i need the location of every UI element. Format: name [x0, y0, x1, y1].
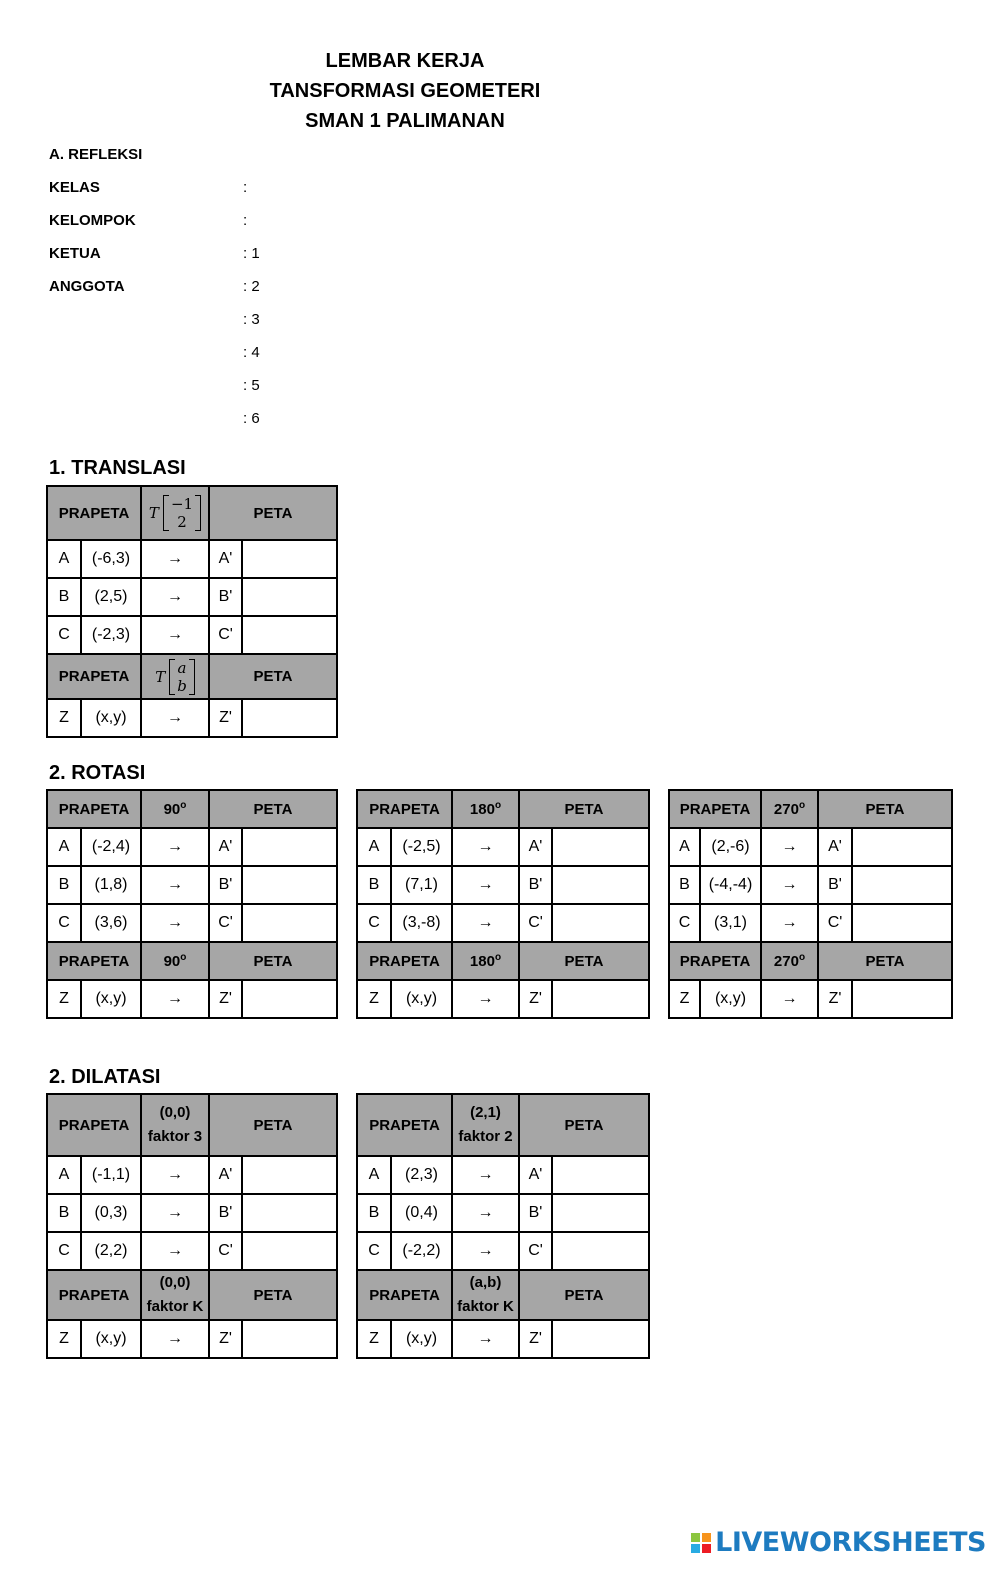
answer-cell[interactable]: [552, 1232, 649, 1270]
point-label: C: [357, 904, 391, 942]
image-label: B': [209, 578, 242, 616]
answer-cell[interactable]: [852, 828, 952, 866]
peta-header: PETA: [818, 942, 952, 980]
dilation-center: (a,b): [469, 1274, 502, 1291]
degree-sign: o: [494, 952, 502, 963]
ketua-label: KETUA: [49, 245, 101, 262]
vector-bottom: 2: [177, 513, 187, 531]
arrow-icon: →: [452, 1156, 519, 1194]
point-coord: (3,1): [700, 904, 761, 942]
answer-input[interactable]: [243, 626, 336, 643]
prapeta-header: PRAPETA: [47, 942, 141, 980]
arrow-icon: →: [141, 540, 209, 578]
dilatasi-table-1: [46, 1093, 338, 1359]
answer-cell[interactable]: [242, 904, 337, 942]
matrix-label: T: [148, 504, 159, 522]
image-label: Z': [209, 1320, 242, 1358]
kelas-label: KELAS: [49, 179, 100, 196]
arrow-icon: →: [141, 1194, 209, 1232]
point-coord: (x,y): [391, 980, 452, 1018]
rotation-angle: [141, 790, 209, 828]
answer-cell[interactable]: [552, 1194, 649, 1232]
dilation-factor: faktor K: [457, 1298, 514, 1315]
answer-input[interactable]: [553, 1330, 648, 1347]
degree-sign: o: [798, 952, 806, 963]
colon-kelas: :: [243, 179, 248, 196]
point-label: Z: [47, 1320, 81, 1358]
arrow-icon: →: [141, 1320, 209, 1358]
image-label: Z': [519, 1320, 552, 1358]
arrow-icon: →: [141, 1156, 209, 1194]
dilation-spec: [452, 1094, 519, 1156]
peta-header: PETA: [209, 790, 337, 828]
answer-input[interactable]: [853, 876, 951, 893]
dilation-factor: faktor K: [146, 1298, 204, 1315]
peta-header: PETA: [519, 1270, 649, 1320]
answer-cell[interactable]: [242, 1194, 337, 1232]
degree-sign: o: [494, 800, 502, 811]
prapeta-header: PRAPETA: [357, 1270, 452, 1320]
answer-input[interactable]: [243, 876, 336, 893]
point-coord: (x,y): [81, 1320, 141, 1358]
image-label: Z': [209, 699, 242, 737]
prapeta-header: PRAPETA: [357, 942, 452, 980]
point-label: Z: [357, 980, 391, 1018]
image-label: Z': [519, 980, 552, 1018]
colon-ketua: : 1: [243, 245, 260, 262]
answer-cell[interactable]: [242, 578, 337, 616]
answer-input[interactable]: [243, 1330, 336, 1347]
point-coord: (2,3): [391, 1156, 452, 1194]
rotation-angle: [452, 942, 519, 980]
angle-value: 90: [163, 953, 181, 970]
point-label: A: [47, 1156, 81, 1194]
arrow-icon: →: [141, 980, 209, 1018]
arrow-icon: →: [452, 1232, 519, 1270]
peta-header: PETA: [209, 1094, 337, 1156]
point-label: A: [669, 828, 700, 866]
title-line-3: SMAN 1 PALIMANAN: [305, 110, 505, 132]
rotasi-table-270: [668, 789, 953, 1019]
worksheet-title: [0, 46, 810, 136]
image-label: A': [209, 1156, 242, 1194]
translasi-table: [46, 485, 338, 738]
answer-input[interactable]: [243, 838, 336, 855]
image-label: C': [209, 616, 242, 654]
dilation-spec: [141, 1270, 209, 1320]
answer-input[interactable]: [243, 1166, 336, 1183]
arrow-icon: →: [141, 828, 209, 866]
dilation-factor: faktor 2: [458, 1128, 513, 1145]
vector-a: a: [177, 658, 187, 677]
point-coord: (x,y): [391, 1320, 452, 1358]
answer-cell[interactable]: [242, 616, 337, 654]
peta-header: PETA: [209, 1270, 337, 1320]
colon-anggota-6: : 6: [243, 410, 260, 427]
dilation-center: (2,1): [470, 1104, 501, 1121]
image-label: A': [818, 828, 852, 866]
point-label: Z: [47, 980, 81, 1018]
dilation-center: (0,0): [159, 1274, 191, 1291]
liveworksheets-logo-icon: [691, 1533, 711, 1553]
peta-header: PETA: [818, 790, 952, 828]
arrow-icon: →: [452, 1194, 519, 1232]
point-label: B: [357, 866, 391, 904]
prapeta-header: PRAPETA: [47, 790, 141, 828]
answer-cell[interactable]: [242, 828, 337, 866]
point-label: C: [47, 616, 81, 654]
answer-cell[interactable]: [552, 828, 649, 866]
peta-header: PETA: [209, 942, 337, 980]
image-label: A': [519, 1156, 552, 1194]
point-label: A: [47, 540, 81, 578]
colon-anggota-5: : 5: [243, 377, 260, 394]
title-line-2: TANSFORMASI GEOMETERI: [269, 80, 541, 102]
point-coord: (-1,1): [81, 1156, 141, 1194]
point-label: A: [47, 828, 81, 866]
image-label: C': [519, 904, 552, 942]
answer-input[interactable]: [553, 838, 648, 855]
prapeta-header: PRAPETA: [357, 790, 452, 828]
point-coord: (2,5): [81, 578, 141, 616]
point-coord: (0,3): [81, 1194, 141, 1232]
colon-anggota-3: : 3: [243, 311, 260, 328]
answer-input[interactable]: [243, 588, 336, 605]
image-label: C': [209, 904, 242, 942]
image-label: C': [818, 904, 852, 942]
arrow-icon: →: [761, 980, 818, 1018]
answer-cell[interactable]: [242, 540, 337, 578]
point-label: B: [47, 866, 81, 904]
prapeta-header: PRAPETA: [357, 1094, 452, 1156]
answer-input[interactable]: [553, 990, 648, 1007]
liveworksheets-brand: [691, 1527, 986, 1558]
peta-header: PETA: [209, 486, 337, 540]
peta-header: PETA: [519, 790, 649, 828]
answer-input[interactable]: [243, 1242, 336, 1259]
arrow-icon: →: [761, 828, 818, 866]
arrow-icon: →: [141, 866, 209, 904]
arrow-icon: →: [761, 866, 818, 904]
answer-input[interactable]: [553, 1204, 648, 1221]
image-label: Z': [209, 980, 242, 1018]
point-label: C: [47, 1232, 81, 1270]
rotasi-table-90: [46, 789, 338, 1019]
point-coord: (x,y): [81, 699, 141, 737]
arrow-icon: →: [452, 828, 519, 866]
peta-header: PETA: [519, 942, 649, 980]
matrix-label: T: [155, 667, 166, 686]
point-coord: (-2,4): [81, 828, 141, 866]
dilation-center: (0,0): [159, 1104, 191, 1121]
arrow-icon: →: [452, 980, 519, 1018]
translation-vector: [141, 486, 209, 540]
rotation-angle: [452, 790, 519, 828]
answer-input[interactable]: [553, 1166, 648, 1183]
answer-cell[interactable]: [242, 1320, 337, 1358]
image-label: B': [209, 1194, 242, 1232]
point-coord: (0,4): [391, 1194, 452, 1232]
rotation-angle: [761, 790, 818, 828]
answer-input[interactable]: [243, 550, 336, 567]
prapeta-header: PRAPETA: [47, 1270, 141, 1320]
dilatasi-table-2: [356, 1093, 650, 1359]
arrow-icon: →: [452, 866, 519, 904]
arrow-icon: →: [452, 904, 519, 942]
vector-top: −1: [170, 495, 194, 513]
point-coord: (-4,-4): [700, 866, 761, 904]
point-coord: (7,1): [391, 866, 452, 904]
colon-kelompok: :: [243, 212, 248, 229]
point-label: Z: [357, 1320, 391, 1358]
point-label: Z: [47, 699, 81, 737]
angle-value: 180: [469, 953, 495, 970]
prapeta-header: PRAPETA: [669, 790, 761, 828]
rotasi-table-180: [356, 789, 650, 1019]
arrow-icon: →: [141, 904, 209, 942]
answer-input[interactable]: [243, 709, 336, 726]
prapeta-header: PRAPETA: [47, 654, 141, 699]
point-label: B: [357, 1194, 391, 1232]
dilation-spec: [452, 1270, 519, 1320]
answer-cell[interactable]: [242, 1232, 337, 1270]
answer-cell[interactable]: [552, 1156, 649, 1194]
point-coord: (x,y): [81, 980, 141, 1018]
point-label: B: [47, 1194, 81, 1232]
arrow-icon: →: [141, 699, 209, 737]
point-coord: (x,y): [700, 980, 761, 1018]
translasi-title: 1. TRANSLASI: [49, 457, 186, 479]
vector-b: b: [177, 676, 187, 695]
arrow-icon: →: [452, 1320, 519, 1358]
section-a-label: A. REFLEKSI: [49, 146, 143, 163]
answer-input[interactable]: [853, 838, 951, 855]
answer-cell[interactable]: [242, 866, 337, 904]
image-label: A': [519, 828, 552, 866]
angle-value: 270: [773, 953, 799, 970]
angle-value: 270: [773, 801, 799, 818]
answer-cell[interactable]: [552, 1320, 649, 1358]
rotasi-title: 2. ROTASI: [49, 762, 146, 784]
point-coord: (2,-6): [700, 828, 761, 866]
image-label: B': [519, 866, 552, 904]
arrow-icon: →: [141, 578, 209, 616]
answer-input[interactable]: [553, 1242, 648, 1259]
angle-value: 180: [469, 801, 495, 818]
point-coord: (-2,3): [81, 616, 141, 654]
anggota-label: ANGGOTA: [49, 278, 125, 295]
answer-input[interactable]: [243, 914, 336, 931]
point-coord: (-2,5): [391, 828, 452, 866]
answer-cell[interactable]: [552, 904, 649, 942]
image-label: A': [209, 828, 242, 866]
image-label: B': [818, 866, 852, 904]
image-label: Z': [818, 980, 852, 1018]
point-coord: (3,-8): [391, 904, 452, 942]
image-label: A': [209, 540, 242, 578]
point-coord: (-2,2): [391, 1232, 452, 1270]
rotation-angle: [141, 942, 209, 980]
answer-cell[interactable]: [552, 980, 649, 1018]
answer-input[interactable]: [243, 1204, 336, 1221]
point-label: A: [357, 828, 391, 866]
angle-value: 90: [163, 801, 181, 818]
answer-input[interactable]: [553, 876, 648, 893]
degree-sign: o: [180, 952, 187, 963]
answer-cell[interactable]: [242, 1156, 337, 1194]
answer-input[interactable]: [853, 914, 951, 931]
answer-cell[interactable]: [242, 699, 337, 737]
image-label: C': [209, 1232, 242, 1270]
prapeta-header: PRAPETA: [47, 1094, 141, 1156]
dilatasi-title: 2. DILATASI: [49, 1066, 161, 1088]
dilation-factor: faktor 3: [147, 1128, 203, 1145]
point-label: C: [669, 904, 700, 942]
image-label: C': [519, 1232, 552, 1270]
point-label: C: [47, 904, 81, 942]
answer-input[interactable]: [243, 990, 336, 1007]
colon-anggota-4: : 4: [243, 344, 260, 361]
prapeta-header: PRAPETA: [47, 486, 141, 540]
title-line-1: LEMBAR KERJA: [325, 50, 485, 72]
point-coord: (3,6): [81, 904, 141, 942]
answer-cell[interactable]: [852, 904, 952, 942]
prapeta-header: PRAPETA: [669, 942, 761, 980]
arrow-icon: →: [141, 616, 209, 654]
brand-name: LIVEWORKSHEETS: [715, 1527, 986, 1558]
point-label: C: [357, 1232, 391, 1270]
answer-cell[interactable]: [552, 866, 649, 904]
point-label: B: [669, 866, 700, 904]
degree-sign: o: [798, 800, 806, 811]
answer-input[interactable]: [853, 990, 951, 1007]
general-vector: [141, 654, 209, 699]
dilation-spec: [141, 1094, 209, 1156]
arrow-icon: →: [761, 904, 818, 942]
colon-anggota-2: : 2: [243, 278, 260, 295]
arrow-icon: →: [141, 1232, 209, 1270]
answer-input[interactable]: [553, 914, 648, 931]
point-coord: (1,8): [81, 866, 141, 904]
answer-cell[interactable]: [242, 980, 337, 1018]
point-coord: (-6,3): [81, 540, 141, 578]
image-label: B': [519, 1194, 552, 1232]
image-label: B': [209, 866, 242, 904]
point-label: A: [357, 1156, 391, 1194]
rotation-angle: [761, 942, 818, 980]
point-coord: (2,2): [81, 1232, 141, 1270]
point-label: Z: [669, 980, 700, 1018]
peta-header: PETA: [209, 654, 337, 699]
answer-cell[interactable]: [852, 980, 952, 1018]
peta-header: PETA: [519, 1094, 649, 1156]
point-label: B: [47, 578, 81, 616]
degree-sign: o: [180, 800, 187, 811]
answer-cell[interactable]: [852, 866, 952, 904]
kelompok-label: KELOMPOK: [49, 212, 136, 229]
